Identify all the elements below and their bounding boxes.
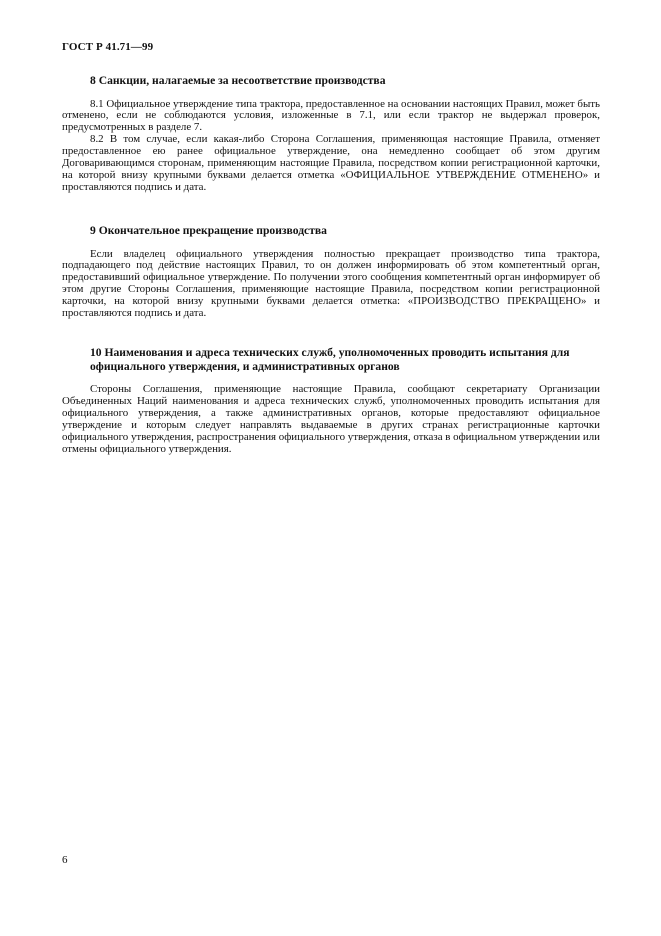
section-heading: 9 Окончательное прекращение производства: [90, 224, 327, 237]
paragraph: Если владелец официального утверждения полностью прекращает производство типа трактора, подпадающего под действие настоящих Правил, то он должен информировать об этом компетентный орган, предоставивший официальное утверждение. По получении этого сообщения компетентный орган информирует об этом другие Стороны Соглашения, применяющие настоящие Правила, посредством копии регистрационной карточки, на которой внизу крупными буквами делается отметка: «ПРОИЗВОДСТВО ПРЕКРАЩЕНО» и проставляются подпись и дата.: [62, 247, 600, 320]
paragraph: 8.2 В том случае, если какая-либо Сторона Соглашения, применяющая настоящие Правила, отменяет предоставленное ею ранее официальное утверждение, она немедленно сообщает об этом другим Договаривающимся сторонам, применяющим настоящие Правила, посредством копии регистрационной карточки, на которой внизу крупными буквами делается отметка «ОФИЦИАЛЬНОЕ УТВЕРЖДЕНИЕ ОТМЕНЕНО» и проставляются подпись и дата.: [62, 133, 600, 193]
section-10-technical-services: [62, 346, 600, 455]
paragraph: 8.1 Официальное утверждение типа трактора, предоставленное на основании настоящих Правил, может быть отменено, если не соблюдаются условия, изложенные в 7.1, или если трактор не выдержал проверок, предусмотренных в разделе 7.: [62, 97, 600, 134]
section-heading: 10 Наименования и адреса технических служб, уполномоченных проводить испытания для официального утверждения, и административных органов: [90, 346, 570, 373]
paragraph: Стороны Соглашения, применяющие настоящие Правила, сообщают секретариату Организации Объединенных Наций наименования и адреса технических служб, уполномоченных проводить испытания для официального утверждения, а также административных органов, которые предоставляют официальное утверждение и которым следует направлять выдаваемые в других странах регистрационные карточки официального утверждения, распространения официального утверждения, отказа в официальном утверждении или отмены официального утверждения.: [62, 383, 600, 455]
section-9-production-definitely-discontinued: [62, 224, 600, 320]
section-heading: 8 Санкции, налагаемые за несоответствие производства: [90, 74, 386, 87]
page-number: 6: [62, 854, 68, 866]
section-8-sanctions: [62, 74, 600, 194]
document-code: ГОСТ Р 41.71—99: [62, 41, 154, 53]
